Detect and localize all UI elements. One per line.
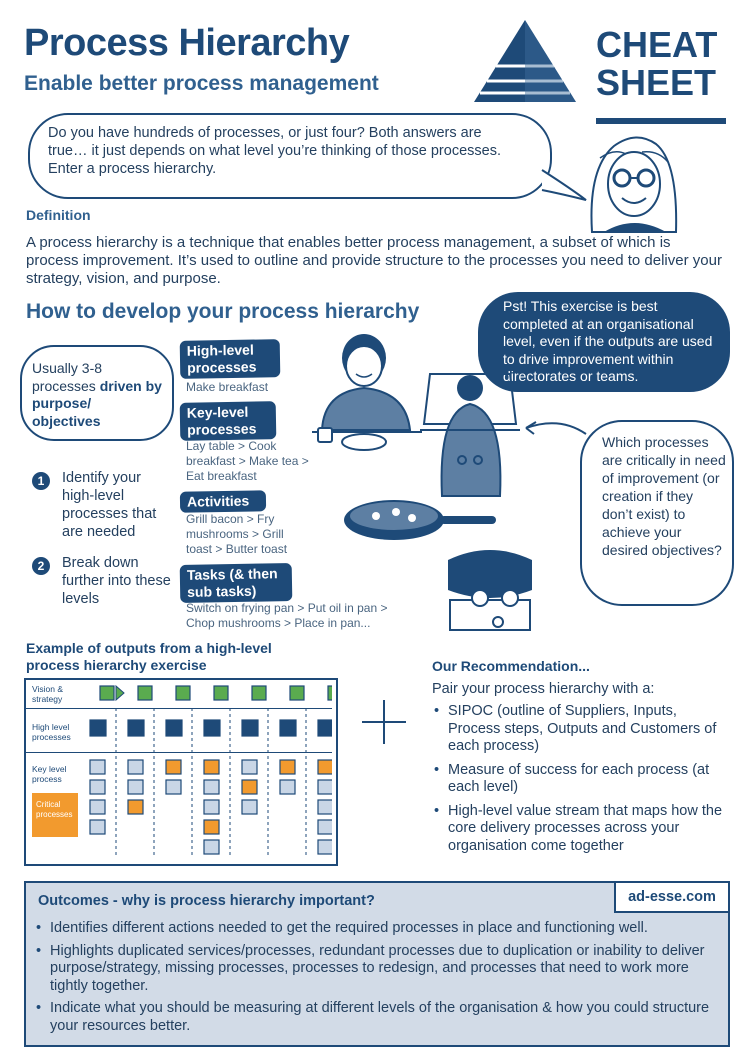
- step-2-badge: 2: [32, 557, 50, 575]
- list-item: • High-level value stream that maps how the core delivery processes across your organisation come together: [432, 803, 732, 856]
- arrow-icon: [520, 412, 590, 442]
- level-tag-key: Key-level processes: [180, 401, 277, 441]
- critical-process-box: [128, 800, 143, 814]
- high-level-box: [204, 720, 220, 736]
- process-grid-marks: [80, 680, 332, 860]
- key-level-box: [90, 820, 105, 834]
- key-level-box: [242, 800, 257, 814]
- sheet-line: SHEET: [596, 62, 717, 103]
- key-level-box: [318, 840, 332, 854]
- high-level-box: [166, 720, 182, 736]
- intro-text: Do you have hundreds of processes, or just four? Both answers are true… it just depends on what level you’re thinking of those processes. Enter a process hierarchy.: [48, 125, 501, 177]
- key-level-box: [166, 780, 181, 794]
- high-level-box: [128, 720, 144, 736]
- which-processes-text: Which processes are critically in need of improvement (or creation if they don’t exist) to achieve your desired objectives?: [602, 434, 726, 558]
- key-level-box: [318, 780, 332, 794]
- definition-heading: Definition: [26, 207, 91, 223]
- vision-box: [176, 686, 190, 700]
- critical-process-box: [280, 760, 295, 774]
- list-item: • SIPOC (outline of Suppliers, Inputs, Process steps, Outputs and Customers of each process): [432, 703, 732, 756]
- how-to-heading: How to develop your process hierarchy: [26, 300, 420, 323]
- cheat-line: CHEAT: [596, 24, 718, 65]
- level-tag-activities: Activities: [180, 490, 266, 512]
- vision-box: [214, 686, 228, 700]
- key-level-box: [242, 760, 257, 774]
- key-level-box: [90, 800, 105, 814]
- row-label-vision: Vision & strategy: [32, 684, 64, 704]
- cheat-sheet-label: [596, 26, 726, 102]
- website-link[interactable]: ad-esse.com: [614, 883, 728, 913]
- key-level-box: [90, 780, 105, 794]
- critical-process-box: [204, 760, 219, 774]
- cloud-text-bold: driven by purpose/ objectives: [32, 377, 162, 429]
- key-level-box: [204, 800, 219, 814]
- key-level-box: [318, 800, 332, 814]
- level-example-high: Make breakfast: [186, 380, 269, 394]
- key-level-box: [128, 780, 143, 794]
- key-level-box: [90, 760, 105, 774]
- list-item: • Measure of success for each process (at each level): [432, 762, 732, 797]
- critical-process-box: [204, 820, 219, 834]
- plus-icon-vertical: [383, 700, 385, 744]
- step-2-text: Break down further into these levels: [62, 555, 171, 607]
- high-level-box: [242, 720, 258, 736]
- key-level-box: [318, 820, 332, 834]
- page-subtitle: Enable better process management: [24, 72, 379, 95]
- critical-process-box: [166, 760, 181, 774]
- row-label-high-level: High level processes: [32, 722, 71, 742]
- list-item: • Highlights duplicated services/processes, redundant processes due to duplication or inability to deliver purpose/strategy, missing processes, processes to redesign, and processes that need to work more tightly together.: [34, 943, 714, 996]
- list-item: • Identifies different actions needed to get the required processes in place and functioning well.: [34, 920, 714, 938]
- vision-box: [290, 686, 304, 700]
- high-level-box: [90, 720, 106, 736]
- level-example-key: Lay table > Cook breakfast > Make tea > Eat breakfast: [186, 439, 309, 483]
- critical-legend: Critical processes: [32, 793, 78, 837]
- outcomes-heading: Outcomes - why is process hierarchy important?: [38, 893, 375, 909]
- pst-text: Pst! This exercise is best completed at an organisational level, even if the outputs are used to drive improvement within directorates or teams.: [503, 298, 713, 384]
- chopping-illustration: [440, 540, 540, 634]
- key-level-box: [280, 780, 295, 794]
- frying-pan-illustration: [340, 494, 500, 546]
- high-level-box: [318, 720, 332, 736]
- row-label-key-level: Key level process: [32, 764, 67, 784]
- vision-box: [328, 686, 332, 700]
- example-heading: Example of outputs from a high-level process hierarchy exercise: [26, 640, 272, 673]
- cheat-underline: [596, 118, 726, 124]
- pyramid-icon: [466, 18, 584, 106]
- recommendation-list: [432, 703, 732, 861]
- cloud-text-plain: Usually 3-8 processes: [32, 360, 103, 394]
- cloud-text: [32, 360, 162, 430]
- key-level-box: [128, 760, 143, 774]
- key-level-box: [204, 780, 219, 794]
- level-example-activities: Grill bacon > Fry mushrooms > Grill toast > Butter toast: [186, 512, 288, 556]
- level-tag-tasks: Tasks (& then sub tasks): [180, 563, 293, 603]
- high-level-box: [280, 720, 296, 736]
- vision-box: [252, 686, 266, 700]
- step-1-badge: 1: [32, 472, 50, 490]
- definition-text: A process hierarchy is a technique that enables better process management, a subset of which is process improvement. It’s used to outline and provide structure to the processes you need to deliver your strategy, vision, and purpose.: [26, 234, 722, 287]
- vision-arrow: [116, 686, 124, 700]
- critical-process-box: [242, 780, 257, 794]
- breakfast-person-illustration: [312, 330, 422, 460]
- outcomes-list: [34, 920, 714, 1040]
- recommendation-heading: Our Recommendation...: [432, 658, 590, 674]
- step-1-text: Identify your high-level processes that are needed: [62, 470, 157, 540]
- vision-box: [138, 686, 152, 700]
- critical-process-box: [318, 760, 332, 774]
- key-level-box: [204, 840, 219, 854]
- level-tag-high: High-level processes: [180, 339, 281, 379]
- page-title: Process Hierarchy: [24, 22, 350, 64]
- list-item: • Indicate what you should be measuring at different levels of the organisation & how you could structure your resources better.: [34, 1000, 714, 1035]
- presenter-illustration: [574, 128, 694, 234]
- level-example-tasks: Switch on frying pan > Put oil in pan > Chop mushrooms > Place in pan...: [186, 601, 388, 630]
- recommendation-intro: Pair your process hierarchy with a:: [432, 681, 655, 697]
- chef-back-illustration: [420, 364, 520, 498]
- vision-box: [100, 686, 114, 700]
